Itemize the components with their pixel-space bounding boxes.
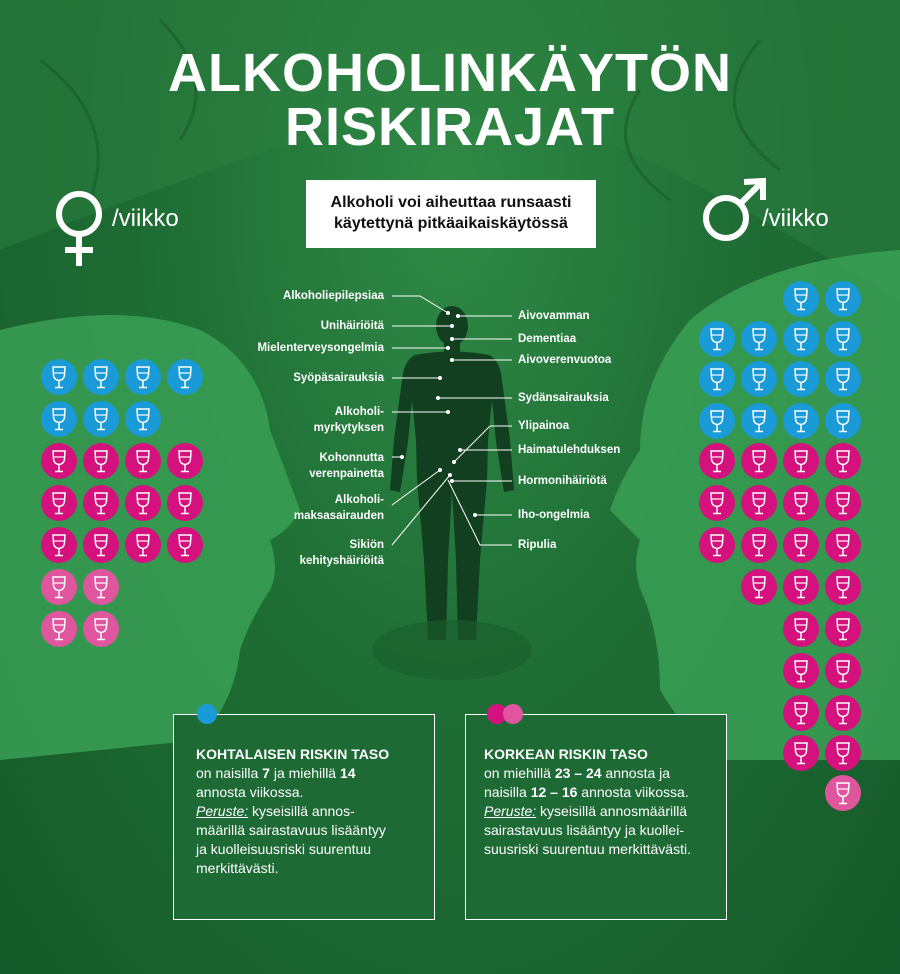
wine-glass-icon [124,442,162,480]
wine-glass-icon [824,694,862,732]
label-kohonnutta-verenpainetta: Kohonnutta verenpainetta [309,452,384,480]
high-risk-line-5: suusriski suurentuu merkittävästi. [484,841,691,857]
label-sikion-kehityshairioita: Sikiön kehityshäiriöitä [299,539,384,567]
wine-glass-icon [124,358,162,396]
wine-glass-icon [698,526,736,564]
wine-glass-icon [166,358,204,396]
wine-glass-icon [40,442,78,480]
wine-glass-icon [782,484,820,522]
label-aivovamman: Aivovamman [518,310,590,322]
wine-glass-icon [124,526,162,564]
wine-glass-icon [740,402,778,440]
wine-glass-icon [40,400,78,438]
wine-glass-icon [782,360,820,398]
wine-glass-icon [82,400,120,438]
female-symbol-icon [52,188,112,270]
subtitle-line-2: käytettynä pitkäaikaiskäytössä [334,215,568,232]
wine-glass-icon [782,402,820,440]
high-risk-line-4: sairastavuus lisääntyy ja kuollei- [484,822,684,838]
wine-glass-icon [824,280,862,318]
wine-glass-icon [782,568,820,606]
wine-glass-icon [698,484,736,522]
moderate-risk-line-6: merkittävästi. [196,860,279,876]
moderate-risk-line-3: Peruste: kyseisillä annos- [196,803,355,819]
wine-glass-icon [824,484,862,522]
moderate-risk-line-1: on naisilla 7 ja miehillä 14 [196,765,356,781]
wine-glass-icon [82,484,120,522]
label-sydansairauksia: Sydänsairauksia [518,392,609,404]
wine-glass-icon [782,320,820,358]
wine-glass-icon [82,442,120,480]
wine-glass-icon [740,360,778,398]
moderate-risk-line-2: annosta viikossa. [196,784,304,800]
wine-glass-icon [82,358,120,396]
wine-glass-icon [824,734,862,772]
label-mielenterveysongelmia: Mielenterveysongelmia [257,342,384,354]
high-risk-upper-dot-icon [503,704,523,724]
wine-glass-icon [824,652,862,690]
subtitle-box [306,180,596,248]
wine-glass-icon [40,526,78,564]
wine-glass-icon [824,526,862,564]
wine-glass-icon [740,484,778,522]
wine-glass-icon [124,400,162,438]
wine-glass-icon [824,442,862,480]
female-per-week: /viikko [112,205,179,232]
wine-glass-icon [782,280,820,318]
wine-glass-icon [782,734,820,772]
high-risk-line-2: naisilla 12 – 16 annosta viikossa. [484,784,689,800]
label-aivoverenvuotoa: Aivoverenvuotoa [518,354,612,366]
wine-glass-icon [40,610,78,648]
wine-glass-icon [824,320,862,358]
label-alkoholiepilepsiaa: Alkoholiepilepsiaa [283,290,384,302]
moderate-risk-box [173,714,435,920]
male-symbol-icon [700,176,770,246]
wine-glass-icon [782,610,820,648]
wine-glass-icon [782,442,820,480]
title-line-1: ALKOHOLINKÄYTÖN [168,43,732,103]
wine-glass-icon [166,442,204,480]
wine-glass-icon [82,610,120,648]
wine-glass-icon [698,442,736,480]
high-risk-line-3: Peruste: kyseisillä annosmäärillä [484,803,688,819]
wine-glass-icon [740,320,778,358]
label-alkoholimyrkytyksen: Alkoholi- myrkytyksen [313,406,384,434]
wine-glass-icon [82,526,120,564]
wine-glass-icon [740,526,778,564]
wine-glass-icon [698,402,736,440]
wine-glass-icon [40,484,78,522]
wine-glass-icon [698,360,736,398]
wine-glass-icon [824,610,862,648]
high-risk-heading: KORKEAN RISKIN TASO [484,746,648,762]
wine-glass-icon [740,442,778,480]
wine-glass-icon [40,568,78,606]
moderate-risk-heading: KOHTALAISEN RISKIN TASO [196,746,390,762]
high-risk-box [465,714,727,920]
label-ripulia: Ripulia [518,539,557,551]
label-syopasairauksia: Syöpäsairauksia [293,372,384,384]
label-alkoholimaksasairauden: Alkoholi- maksasairauden [293,494,384,522]
wine-glass-icon [82,568,120,606]
high-risk-line-1: on miehillä 23 – 24 annosta ja [484,765,671,781]
label-iho-ongelmia: Iho-ongelmia [518,509,590,521]
label-ylipainoa: Ylipainoa [518,420,570,432]
wine-glass-icon [124,484,162,522]
label-hormonihairiota: Hormonihäiriötä [518,475,607,487]
title-line-2: RISKIRAJAT [284,97,616,157]
wine-glass-icon [740,568,778,606]
wine-glass-icon [698,320,736,358]
wine-glass-icon [166,484,204,522]
wine-glass-icon [166,526,204,564]
wine-glass-icon [40,358,78,396]
wine-glass-icon [824,402,862,440]
label-haimatulehduksen: Haimatulehduksen [518,444,621,456]
wine-glass-icon [782,526,820,564]
label-dementiaa: Dementiaa [518,333,577,345]
wine-glass-icon [824,360,862,398]
label-unihairioita: Unihäiriöitä [320,320,384,332]
male-per-week: /viikko [762,205,829,232]
wine-glass-icon [782,652,820,690]
wine-glass-icon [824,568,862,606]
moderate-risk-dot-icon [197,704,217,724]
moderate-risk-line-5: ja kuolleisuusriski suurentuu [196,841,372,857]
wine-glass-icon [824,774,862,812]
subtitle-line-1: Alkoholi voi aiheuttaa runsaasti [330,194,572,211]
moderate-risk-line-4: määrillä sairastavuus lisääntyy [196,822,386,838]
human-body-silhouette [390,306,514,640]
wine-glass-icon [782,694,820,732]
